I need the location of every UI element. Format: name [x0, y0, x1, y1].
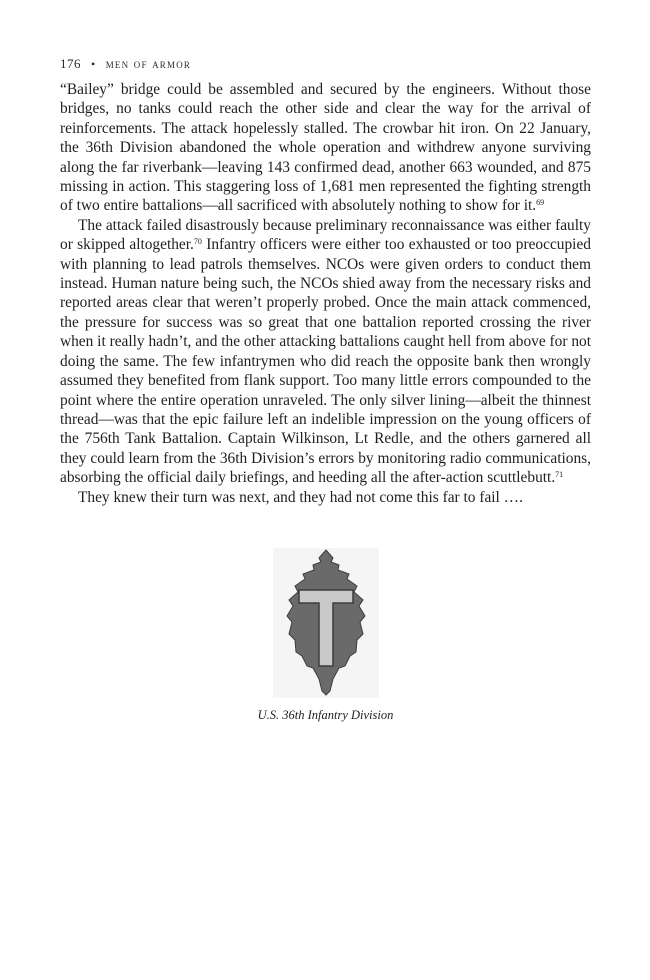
paragraph-3: They knew their turn was next, and they had not come this far to fail ….: [78, 488, 523, 506]
paragraph-2-text-a: The attack failed disastrously because preliminary reconnaissance was either faulty or skipped altogether.: [60, 216, 591, 254]
paragraph-1: [60, 80, 591, 216]
running-head: [60, 54, 591, 74]
footnote-ref-69[interactable]: 69: [536, 198, 545, 208]
book-title: men of armor: [105, 56, 192, 71]
paragraph-2-text-b: Infantry officers were either too exhausted or too preoccupied with planning to lead patrols themselves. NCOs were given orders to conduct them instead. Human nature being such, the NCOs shied away from the necessary risks and reported areas clear that weren’t properly probed. Once the main attack commenced, the pressure for success was so great that one battalion reported crossing the river when it really hadn’t, and the other attacking battalions caught hell from above for not doing the same. The few infantrymen who did reach the opposite bank then wrongly assumed they benefited from flank support. Too many little errors compounded to the point where the entire operation unraveled. The only silver lining—albeit the thinnest thread—was that the epic failure left an indelible impression on the young officers of the 756th Tank Battalion. Captain Wilkinson, Lt Redle, and the others garnered all they could learn from the 36th Division’s errors by monitoring radio communications, absorbing the official daily briefings, and heeding all the after-action scuttlebutt.: [60, 236, 591, 487]
footnote-ref-71[interactable]: 71: [555, 470, 564, 480]
figure: [60, 548, 591, 723]
paragraph-2: [60, 216, 591, 488]
figure-caption: U.S. 36th Infantry Division: [257, 708, 394, 722]
header-separator: •: [91, 56, 96, 71]
page-number: 176: [60, 56, 81, 71]
footnote-ref-70[interactable]: 70: [193, 237, 202, 247]
book-page: [60, 54, 591, 507]
36th-division-insignia: [273, 548, 379, 698]
body-text: [60, 80, 591, 507]
paragraph-1-text: “Bailey” bridge could be assembled and secured by the engineers. Without those bridges, no tanks could reach the other side and clear the way for the arrival of reinforcements. The attack hopelessly stalled. The crowbar hit iron. On 22 January, the 36th Division abandoned the whole operation and withdrew anyone surviving along the far riverbank—leaving 143 confirmed dead, another 663 wounded, and 875 missing in action. This staggering loss of 1,681 men represented the fighting strength of two entire battalions—all sacrificed with absolutely nothing to show for it.: [60, 81, 591, 215]
